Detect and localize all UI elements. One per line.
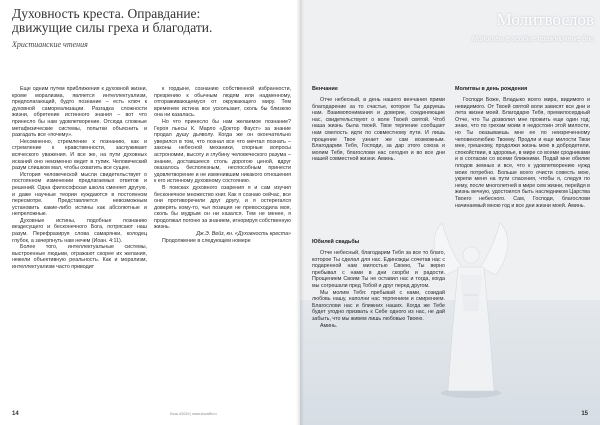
continuation-note: Продолжение в следующем номере	[162, 237, 251, 244]
article-subtitle: Христианские чтения	[12, 40, 88, 49]
heading-wedding: Венчание	[312, 86, 338, 92]
paragraph: Еще одним путем приближения к духовной жизни, кроме морализма, является интеллектуализм, предполагающий, будто познание – есть ключ к духовной самореализации. Разгадка сложности жизни, обретение истинного знания – вот что принесло бы нам удовлетворение. Отсюда сложные метафизические системы, попытки объяснить и разгадать все «почему».	[12, 86, 147, 139]
heading-birthday: Молитвы в день рождения	[455, 86, 528, 92]
paragraph: к гордыне, сознанию собственной избранности, презрению к обычным людям или надменному, отгораживающемуся от окружающего миру. Тем временем истина все ускользает, сколь бы близкою она ни казалась.	[154, 86, 291, 119]
section-title: Молитвослов	[496, 10, 594, 29]
article-column-1	[12, 86, 147, 271]
article-column-2	[154, 86, 291, 244]
heading-anniversary: Юбилей свадьбы	[312, 239, 360, 245]
paragraph: Отче небесный, в день нашего венчания прими благодарение за то счастье, которое Ты даруешь нам. Взаимопонимания и доверие, соединяющие нас, свидетельствуют о воле Твоей святой. Чтоб наша жизнь была твоей. Твое терпение сообщает нам смелость идти по совместному пути. И лишь прощение Твое узнает же сам возможным. Благодарим Тебя, Господи, за дар этого союза и молим Тебя, благослови нас сегодня и во все дни нашей совместной жизни. Аминь.	[312, 97, 445, 163]
page-number-left: 14	[12, 411, 19, 417]
page-gutter	[296, 0, 304, 425]
paragraph: Мы молим Тебя: пребывай с нами, созидай любовь нашу, наполни нас терпением и смирением. Благослови нас и ближних наших. Когда же Тебе будет угодно призвать к Себе одного из нас, не дай забыть, что мы живем лишь любовью Твоею.	[312, 289, 445, 322]
prayer-anniversary	[312, 250, 445, 329]
prayer-birthday	[455, 97, 590, 209]
right-page	[300, 0, 600, 425]
article-source: Дж.Э. Вейз, кн. «Духовность креста»	[196, 231, 291, 238]
paragraph: Но что принесло бы нам желаемое познание? Героя пьесы К. Марло «Доктор Фауст» за знание продал душу дьяволу. Когда же он окончательно уверился в том, что познал все что мечтал познать – законы небесной механики, спорные вопросы астрономии, высоту и глубину человеческого разума – знание, доставшееся столь дорогою ценой, вдруг оказалось бесполезным, неспособным принести удовлетворение и не изменившим никакого отношения к его истинному духовному состоянию.	[154, 118, 291, 185]
paragraph: Несомненно, стремление к познанию, как и стремление к нравственности, заслуживает всяческого уважения. И все же, на пути духовных исканий оно неизменно ведет в тупик. Человеческий разум слишком мал, чтобы охватить все сущее.	[12, 138, 147, 172]
page-number-right: 15	[581, 411, 588, 417]
paragraph: Господи Боже, Владыко всего мира, видимого и невидимого. От Твоей святой воли зависят все дни и лета жизни моей. Благодарю Тебя, премилосердный Отче, что Ты дозволил мне прожить еще один год; знаю, что по грехам моим я недостоин этой милости, но Ты оказываешь мне ее по неизреченному человеколюбию Твоему. Продли и еще милости Твои мне, грешному, продолжи жизнь мою в добродетели, спокойствии, в здоровье, в мире со всеми сродниками и в согласии со всеми ближними. Подай мне обилие плодов земных и все, что к удовлетворению нужд моих потребно. Больше всего очисти совесть мою, укрепи меня на пути спасения, чтобы я, следуя по нему, после многолетней в мире сем жизни, перейдя в жизнь вечную, удостоился быть наследником Царства Твоего небесного. Сам, Господи, благослови начинаемый мною год и все дни жизни моей. Аминь.	[455, 97, 590, 209]
prayer-wedding	[312, 97, 445, 163]
paragraph: Отче небесный, благодарим Тебя за все то благо, которое Ты сделал для нас. Единожды сочетав нас с подаренной нам милостью Своею, Ты верно пребывал с нами в дни скорби и радости. Прощением Своим Ты не оставил нас и тогда, когда мы согрешали пред Тобой и друг перед другом.	[312, 250, 445, 289]
paragraph: Аминь.	[320, 322, 338, 329]
section-subtitle: Молитвы в особые праздничные дни	[471, 36, 594, 43]
paragraph: История человеческой мысли свидетельствует о постоянном изменении предлагаемых ответов и решений. Одна философская школа сменяет другую, и даже научные теории нуждаются в постоянном пересмотре. Представляется невозможным установить какие-либо истины как абсолютные и непреложные.	[12, 171, 147, 218]
page-footer: Лоза 4/2019 | www.vlozaflh.ru	[170, 412, 217, 416]
paragraph: В поисках духовного озарения я и сам изучил бесконечное множество книг. Как я сознаю сейчас, все они противоречили друг другу, и я остерегался доверять кому-то, чья позиция не превосходила моя, сколь бы мудрым он ни казался. Тем не менее, я продолжал погоню за знанием, игнорируя собственную жизнь.	[154, 184, 291, 231]
paragraph: Духовные истины, подобные познанию вездесущего и бесконечного Бога, потрясают наш разум. Перефразируя слова самарянки, колодец глубок, а зачерпнуть нам нечем (Иоан. 4:11).	[12, 217, 147, 244]
article-title	[12, 7, 294, 35]
paragraph: Более того, интеллектуальные системы, выстроенные людьми, отражают скорее их желания, нежели объективную реальность. Как и морализм, интеллектуализм часто приводит	[12, 244, 147, 271]
article-title-line1: Духовность креста. Оправдание:	[12, 6, 201, 21]
article-title-line2: движущие силы греха и благодати.	[12, 20, 213, 35]
